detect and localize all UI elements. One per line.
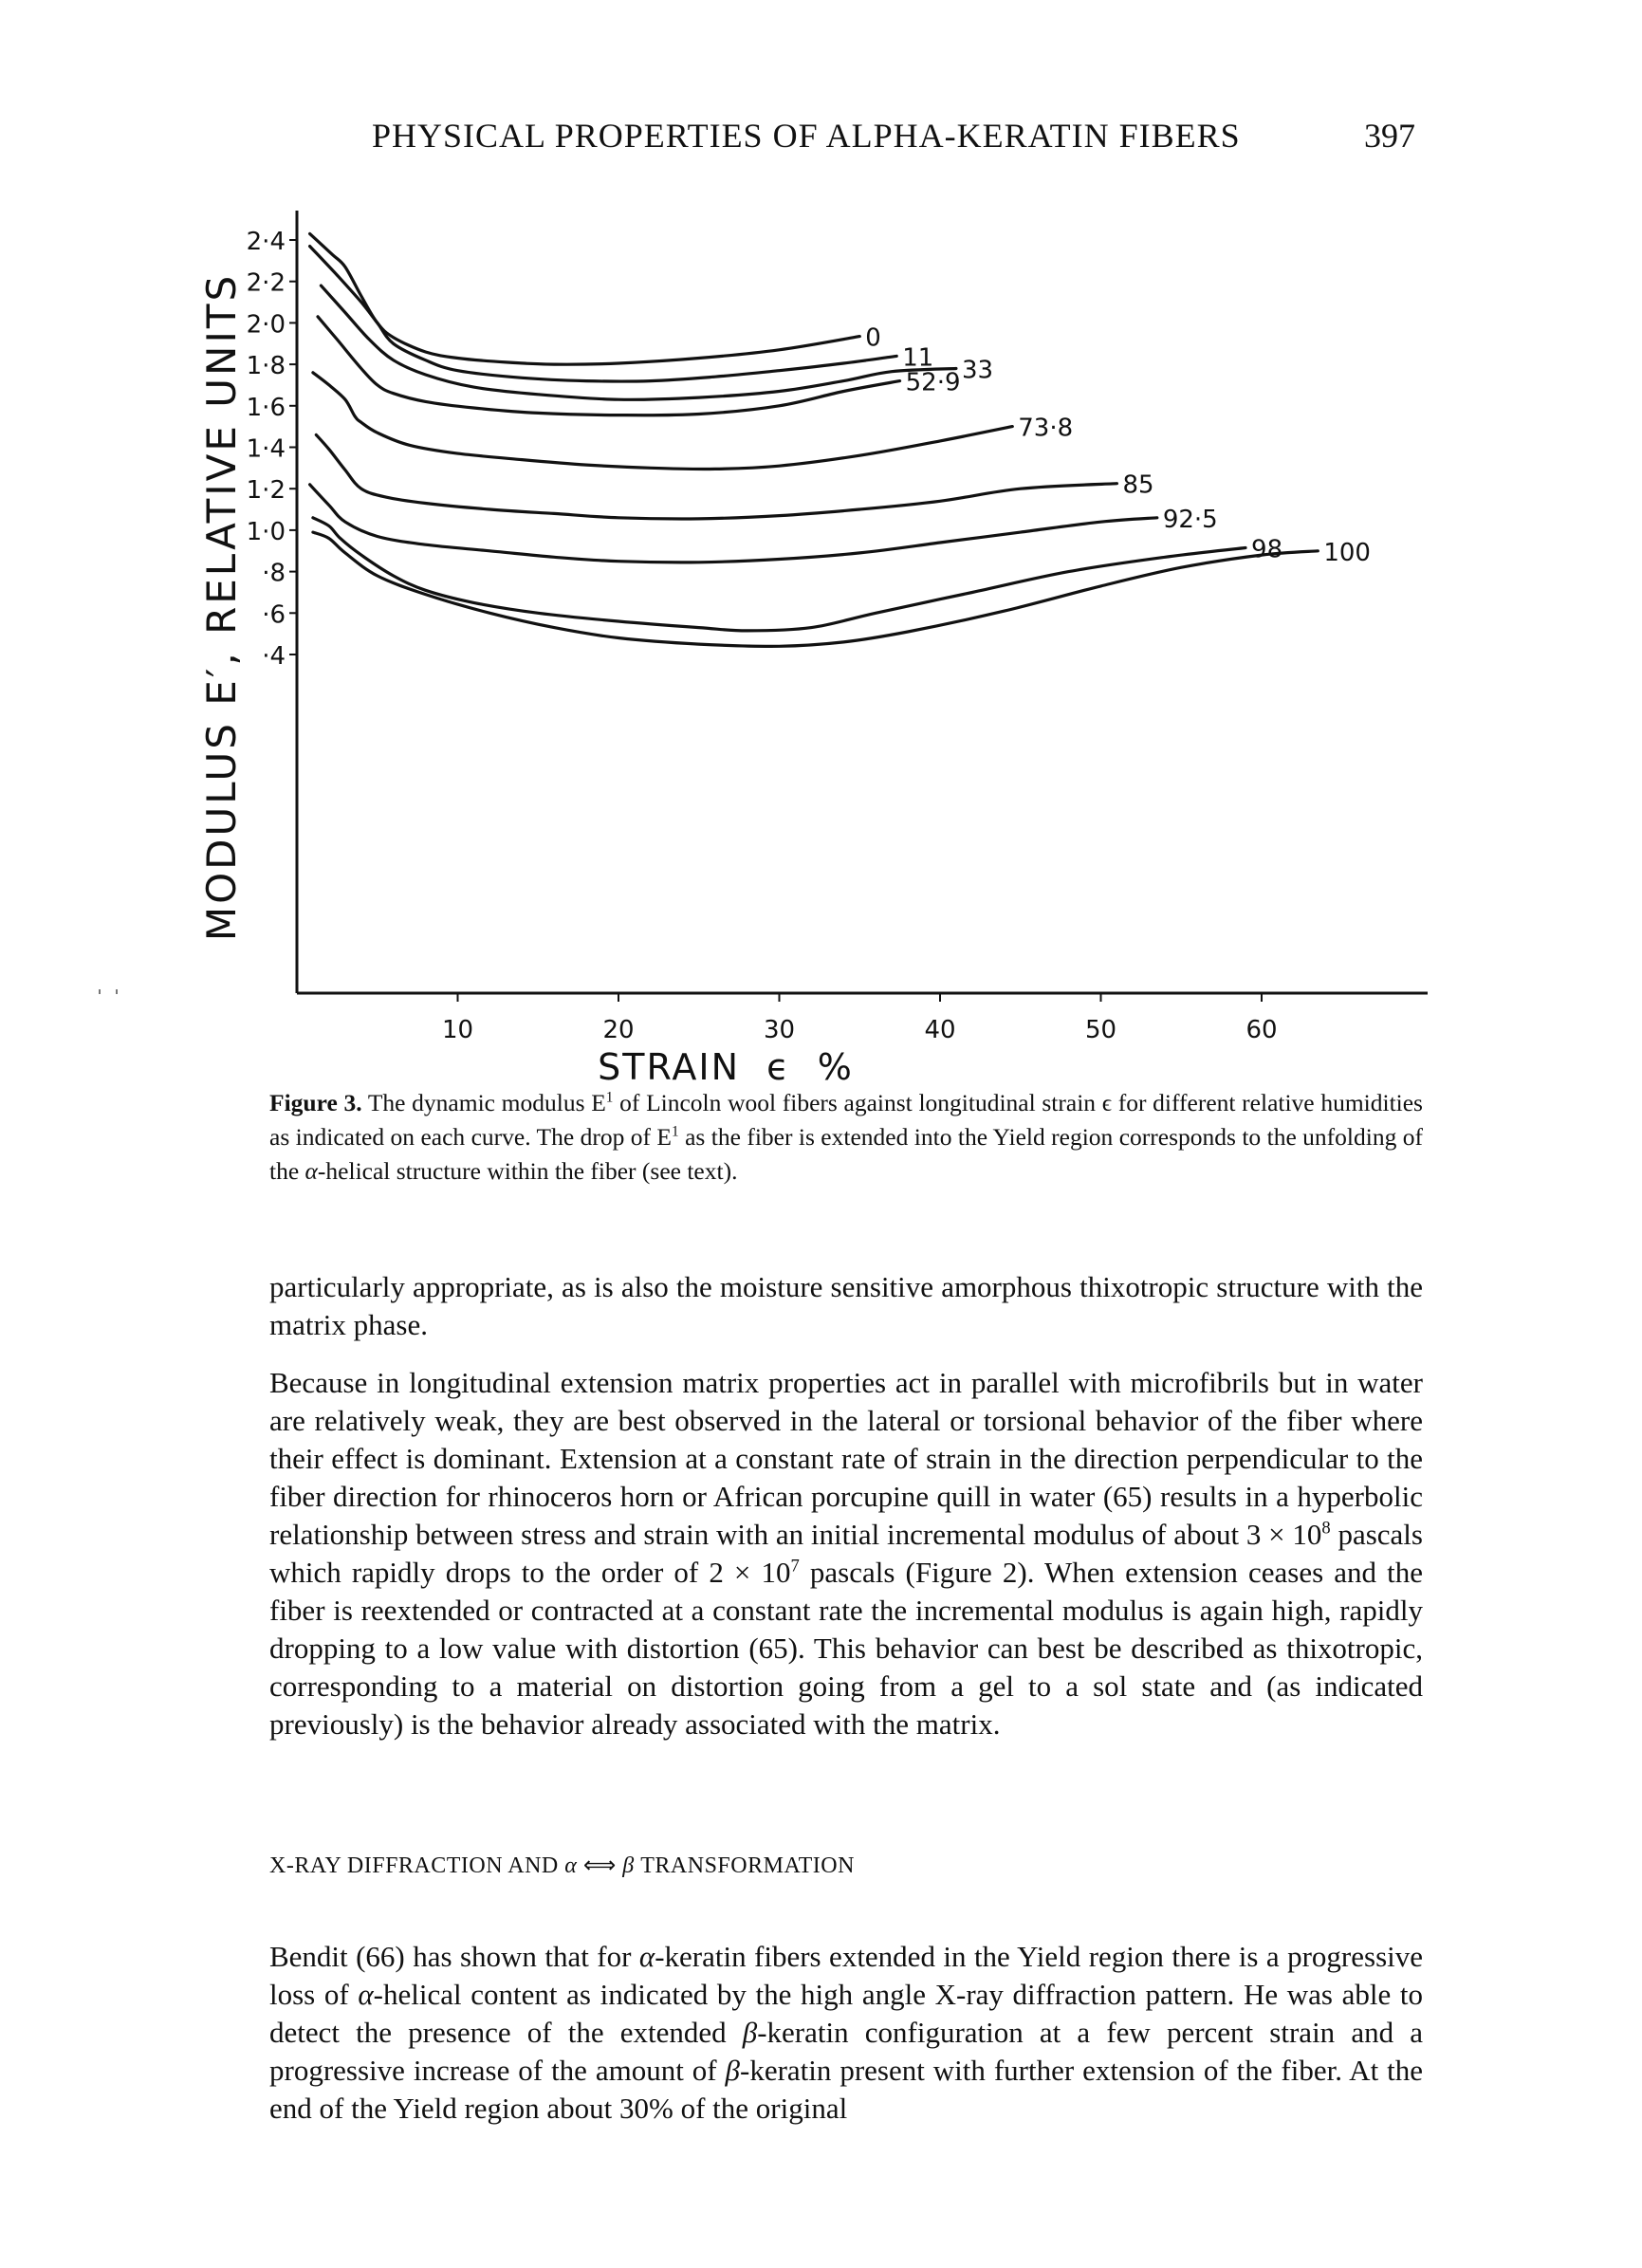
heading-beta: β bbox=[622, 1853, 635, 1878]
beta-symbol: β bbox=[725, 2054, 740, 2087]
y-tick-label: ·4 bbox=[262, 642, 286, 671]
paragraph-text: -keratin fibers extended in the Yield region there is a progressive loss of bbox=[269, 1940, 1424, 2011]
alpha-symbol: α bbox=[358, 1978, 374, 2011]
chart-curves bbox=[310, 233, 1319, 646]
y-tick-label: 1·8 bbox=[246, 352, 286, 381]
x-tick-label: 50 bbox=[1084, 1016, 1117, 1044]
curve-rh-98 bbox=[313, 518, 1245, 631]
body-paragraph-2 bbox=[269, 1364, 1423, 1743]
x-tick-label: 20 bbox=[602, 1016, 635, 1044]
paragraph-text: pascals (Figure 2). When extension ceases and the fiber is reextended or contracted at a constant rate the incremental modulus is again high, rapidly dropping to a low value with distortion (65). This behavior can best be described as thixotropic, corresponding to a material on distortion going from a gel to a sol state and (as indicated previously) is the behavior already associated with the matrix. bbox=[269, 1556, 1423, 1741]
curve-label: 85 bbox=[1122, 470, 1154, 500]
x-axis-label: STRAIN ϵ % bbox=[598, 1046, 854, 1081]
y-tick-label: ·6 bbox=[262, 600, 286, 630]
body-paragraph-1: particularly appropriate, as is also the moisture sensitive amorphous thixotropic structure with the matrix phase. bbox=[269, 1270, 1423, 1341]
x-tick-label: 10 bbox=[441, 1016, 474, 1044]
curve-label: 92·5 bbox=[1162, 505, 1218, 534]
y-axis-label: MODULUS E′, RELATIVE UNITS bbox=[198, 272, 245, 942]
heading-text: TRANSFORMATION bbox=[634, 1853, 855, 1878]
y-axis-ticks bbox=[247, 228, 297, 671]
paragraph-text: Bendit (66) has shown that for bbox=[269, 1940, 639, 1973]
exponent: 8 bbox=[1321, 1518, 1331, 1539]
paragraph-text: pascals which rapidly drops to the order of 2 × 10 bbox=[269, 1518, 1423, 1589]
curve-label: 33 bbox=[961, 356, 994, 385]
curve-label: 52·9 bbox=[905, 368, 961, 397]
body-paragraph-3 bbox=[269, 1938, 1423, 2128]
scan-artifact bbox=[99, 989, 118, 995]
curve-labels bbox=[865, 324, 1371, 567]
heading-alpha: α bbox=[564, 1853, 578, 1878]
exponent: 7 bbox=[790, 1556, 800, 1577]
x-tick-label: 40 bbox=[924, 1016, 956, 1044]
caption-superscript: 1 bbox=[672, 1123, 679, 1140]
running-head-title: PHYSICAL PROPERTIES OF ALPHA-KERATIN FIBERS bbox=[372, 117, 1241, 155]
curve-label: 98 bbox=[1251, 535, 1283, 564]
y-tick-label: 1·4 bbox=[246, 434, 286, 464]
paragraph-text: -helical content as indicated by the high angle X-ray diffraction pattern. He was able to detect the presence of the extended bbox=[269, 1978, 1423, 2049]
double-arrow-icon: ⟺ bbox=[577, 1853, 623, 1878]
y-tick-label: 1·0 bbox=[246, 517, 286, 546]
beta-symbol: β bbox=[742, 2016, 758, 2049]
curve-label: 0 bbox=[865, 323, 881, 353]
heading-text: X-RAY DIFFRACTION AND bbox=[269, 1853, 565, 1878]
caption-superscript: 1 bbox=[605, 1089, 614, 1106]
curve-rh-0 bbox=[310, 233, 860, 364]
curve-label: 100 bbox=[1323, 538, 1371, 567]
curve-label: 11 bbox=[902, 343, 934, 373]
paragraph-text: -keratin configuration at a few percent strain and a progressive increase of the amount of bbox=[269, 2016, 1423, 2087]
y-tick-label: 2·2 bbox=[246, 268, 286, 298]
caption-text: -helical structure within the fiber (see text). bbox=[317, 1157, 738, 1185]
x-axis-ticks bbox=[442, 993, 1278, 1044]
x-tick-label: 30 bbox=[763, 1016, 796, 1044]
x-tick-label: 60 bbox=[1245, 1016, 1278, 1044]
figure-label: Figure 3. bbox=[269, 1089, 362, 1116]
section-heading bbox=[269, 1852, 855, 1879]
y-tick-label: 1·6 bbox=[246, 393, 286, 422]
caption-text: of Lincoln wool fibers against longitudinal strain ϵ for different relative humidities as indicated on each curve. The drop of E bbox=[269, 1089, 1423, 1151]
y-tick-label: ·8 bbox=[262, 559, 286, 588]
figure-3-chart bbox=[0, 0, 1642, 1081]
figure-caption bbox=[269, 1086, 1423, 1189]
y-tick-label: 2·4 bbox=[246, 228, 286, 256]
curve-rh-85 bbox=[316, 434, 1116, 519]
caption-text: as the fiber is extended into the Yield region corresponds to the unfolding of the bbox=[269, 1123, 1423, 1185]
curve-label: 73·8 bbox=[1018, 414, 1074, 443]
paragraph-text: Because in longitudinal extension matrix properties act in parallel with microfibrils but in water are relatively weak, they are best observed in the lateral or torsional behavior of the fiber where their effect is dominant. Extension at a constant rate of strain in the direction perpendicular to the fiber direction for rhinoceros horn or African porcupine quill in water (65) results in a hyperbolic relationship between stress and strain with an initial incremental modulus of about 3 × 10 bbox=[269, 1366, 1423, 1551]
alpha-symbol: α bbox=[638, 1940, 655, 1973]
caption-alpha: α bbox=[304, 1157, 318, 1185]
y-tick-label: 1·2 bbox=[246, 476, 286, 506]
page-number: 397 bbox=[1364, 117, 1415, 155]
paragraph-text: -keratin present with further extension of the fiber. At the end of the Yield region about 30% of the original bbox=[269, 2054, 1423, 2125]
caption-text: The dynamic modulus E bbox=[367, 1089, 606, 1116]
y-tick-label: 2·0 bbox=[246, 310, 286, 340]
curve-rh-92-5 bbox=[310, 485, 1157, 562]
